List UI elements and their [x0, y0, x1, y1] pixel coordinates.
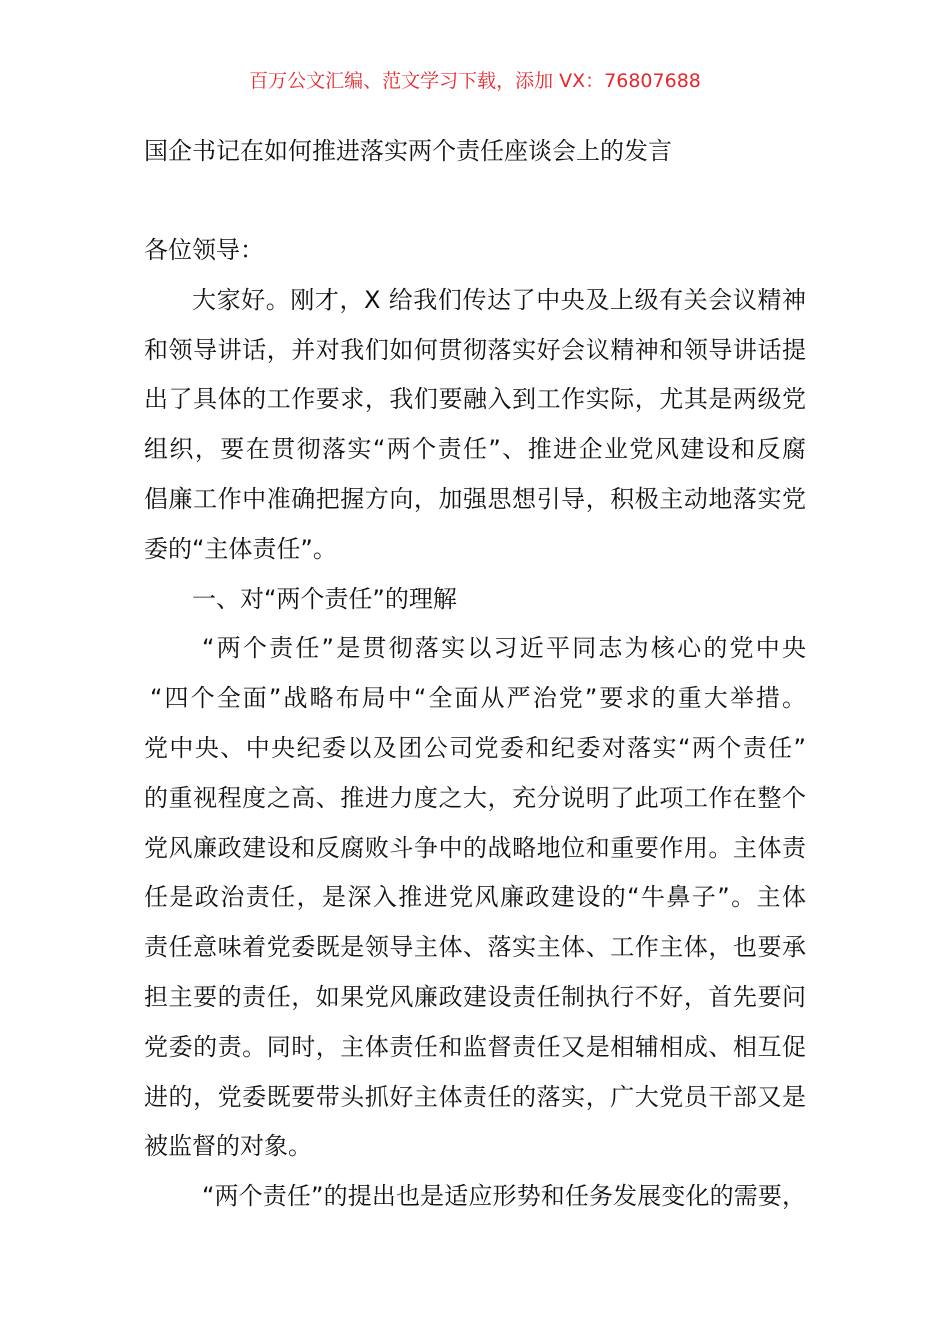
text-line: 的重视程度之高、推进力度之大，充分说明了此项工作在整个: [144, 783, 806, 812]
text-line: “两个责任”是贯彻落实以习近平同志为核心的党中央: [202, 634, 806, 663]
text-line: 各位领导：: [144, 236, 264, 264]
text-line: 党风廉政建设和反腐败斗争中的战略地位和重要作用。主体责: [144, 833, 806, 862]
text-line: 和领导讲话，并对我们如何贯彻落实好会议精神和领导讲话提: [144, 335, 806, 364]
document-body: [144, 232, 806, 1228]
text-line: 党委的责。同时，主体责任和监督责任又是相辅相成、相互促: [144, 1032, 806, 1061]
text-line: 委的“主体责任”。: [144, 534, 337, 563]
text-line: 任是政治责任，是深入推进党风廉政建设的“牛鼻子”。主体: [144, 883, 806, 912]
text-line: 责任意味着党委既是领导主体、落实主体、工作主体，也要承: [144, 933, 806, 962]
text-line: 党中央、中央纪委以及团公司党委和纪委对落实“两个责任”: [144, 733, 806, 762]
text-line: 出了具体的工作要求，我们要融入到工作实际，尤其是两级党: [144, 385, 806, 414]
promo-header: 百万公文汇编、范文学习下载，添加 VX：76807688: [249, 70, 701, 92]
text-line: 进的，党委既要带头抓好主体责任的落实，广大党员干部又是: [144, 1082, 806, 1111]
text-line: 倡廉工作中准确把握方向，加强思想引导，积极主动地落实党: [144, 484, 806, 513]
text-line: 被监督的对象。: [144, 1132, 312, 1161]
text-line: 一、对“两个责任”的理解: [192, 584, 457, 613]
document-title: 国企书记在如何推进落实两个责任座谈会上的发言: [144, 137, 672, 165]
text-line: “四个全面”战略布局中“全面从严治党”要求的重大举措。: [150, 684, 806, 713]
text-line: 大家好。刚才，X 给我们传达了中央及上级有关会议精神: [192, 285, 806, 314]
text-line: 担主要的责任，如果党风廉政建设责任制执行不好，首先要问: [144, 982, 806, 1011]
text-line: “两个责任”的提出也是适应形势和任务发展变化的需要，: [202, 1182, 806, 1211]
text-line: 组织，要在贯彻落实“两个责任”、推进企业党风建设和反腐: [144, 435, 806, 464]
